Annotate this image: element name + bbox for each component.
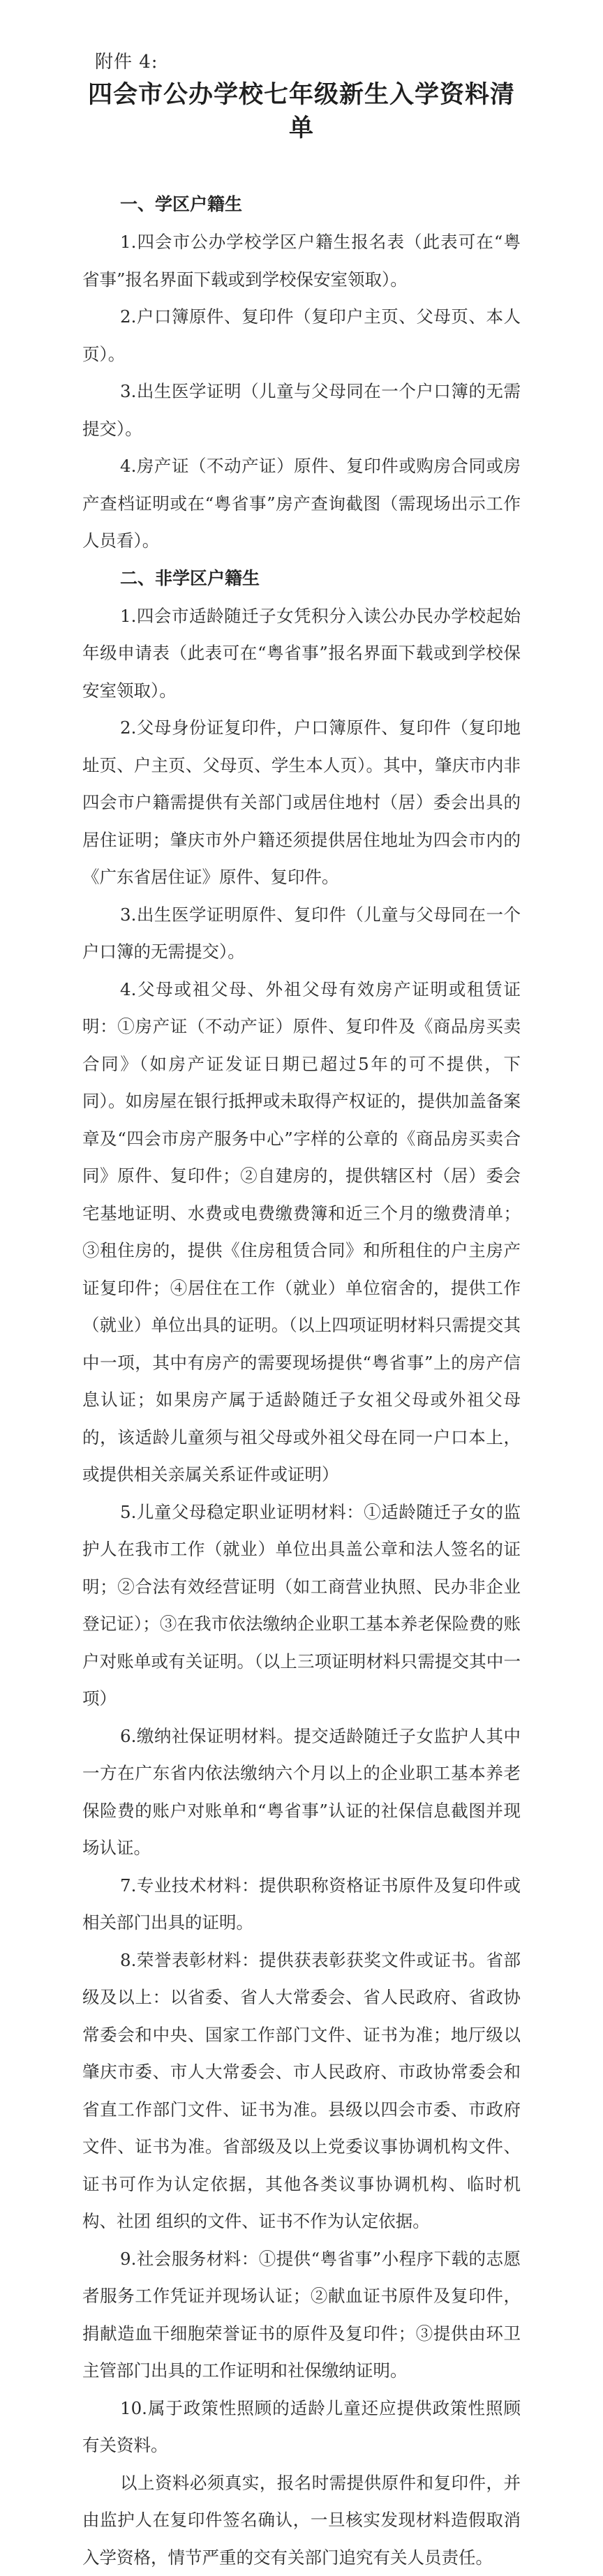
list-item: 6.缴纳社保证明材料。提交适龄随迁子女监护人其中一方在广东省内依法缴纳六个月以上的企业职工基本养老保险费的账户对账单和“粤省事”认证的社保信息截图并现场认证。 — [82, 1718, 521, 1867]
section-heading-local-household: 一、学区户籍生 — [82, 186, 521, 223]
closing-note: 以上资料必须真实，报名时需提供原件和复印件，并由监护人在复印件签名确认，一旦核实发现材料造假取消入学资格，情节严重的交有关部门追究有关人员责任。 — [82, 2464, 521, 2576]
list-item: 2.户口簿原件、复印件（复印户主页、父母页、本人页）。 — [82, 298, 521, 373]
list-item: 4.父母或祖父母、外祖父母有效房产证明或租赁证明：①房产证（不动产证）原件、复印件及《商品房买卖合同》（如房产证发证日期已超过5年的可不提供，下同）。如房屋在银行抵押或未取得产权证的，提供加盖备案章及“四会市房产服务中心”字样的公章的《商品房买卖合同》原件、复印件；②自建房的，提供辖区村（居）委会宅基地证明、水费或电费缴费簿和近三个月的缴费清单；③租住房的，提供《住房租赁合同》和所租住的户主房产证复印件；④居住在工作（就业）单位宿舍的，提供工作（就业）单位出具的证明。（以上四项证明材料只需提交其中一项，其中有房产的需要现场提供“粤省事”上的房产信息认证；如果房产属于适龄随迁子女祖父母或外祖父母的，该适龄儿童须与祖父母或外祖父母在同一户口本上，或提供相关亲属关系证件或证明） — [82, 971, 521, 1494]
list-item: 7.专业技术材料：提供职称资格证书原件及复印件或相关部门出具的证明。 — [82, 1867, 521, 1942]
list-item: 5.儿童父母稳定职业证明材料：①适龄随迁子女的监护人在我市工作（就业）单位出具盖公章和法人签名的证明；②合法有效经营证明（如工商营业执照、民办非企业登记证）；③在我市依法缴纳企业职工基本养老保险费的账户对账单或有关证明。（以上三项证明材料只需提交其中一项） — [82, 1494, 521, 1718]
list-item: 1.四会市公办学校学区户籍生报名表（此表可在“粤省事”报名界面下载或到学校保安室领取）。 — [82, 223, 521, 298]
attachment-label: 附件 4: — [95, 50, 521, 74]
list-item: 9.社会服务材料：①提供“粤省事”小程序下载的志愿者服务工作凭证并现场认证；②献血证书原件及复印件，捐献造血干细胞荣誉证书的原件及复印件；③提供由环卫主管部门出具的工作证明和社保缴纳证明。 — [82, 2240, 521, 2390]
list-item: 1.四会市适龄随迁子女凭积分入读公办民办学校起始年级申请表（此表可在“粤省事”报名界面下载或到学校保安室领取）。 — [82, 597, 521, 710]
section-heading-non-local-household: 二、非学区户籍生 — [82, 560, 521, 597]
document-title: 四会市公办学校七年级新生入学资料清单 — [82, 78, 521, 145]
list-item: 3.出生医学证明原件、复印件（儿童与父母同在一个户口簿的无需提交）。 — [82, 896, 521, 971]
list-item: 8.荣誉表彰材料：提供获表彰获奖文件或证书。省部级及以上：以省委、省人大常委会、省人民政府、省政协常委会和中央、国家工作部门文件、证书为准；地厅级以肇庆市委、市人大常委会、市人民政府、市政协常委会和省直工作部门文件、证书为准。县级以四会市委、市政府文件、证书为准。省部级及以上党委议事协调机构文件、证书可作为认定依据，其他各类议事协调机构、临时机构、社团 组织的文件、证书不作为认定依据。 — [82, 1942, 521, 2240]
list-item: 4.房产证（不动产证）原件、复印件或购房合同或房产查档证明或在“粤省事”房产查询截图（需现场出示工作人员看）。 — [82, 447, 521, 560]
list-item: 2.父母身份证复印件，户口簿原件、复印件（复印地址页、户主页、父母页、学生本人页）。其中，肇庆市内非四会市户籍需提供有关部门或居住地村（居）委会出具的居住证明；肇庆市外户籍还须提供居住地址为四会市内的《广东省居住证》原件、复印件。 — [82, 709, 521, 896]
list-item: 3.出生医学证明（儿童与父母同在一个户口簿的无需提交）。 — [82, 373, 521, 447]
list-item: 10.属于政策性照顾的适龄儿童还应提供政策性照顾有关资料。 — [82, 2390, 521, 2464]
